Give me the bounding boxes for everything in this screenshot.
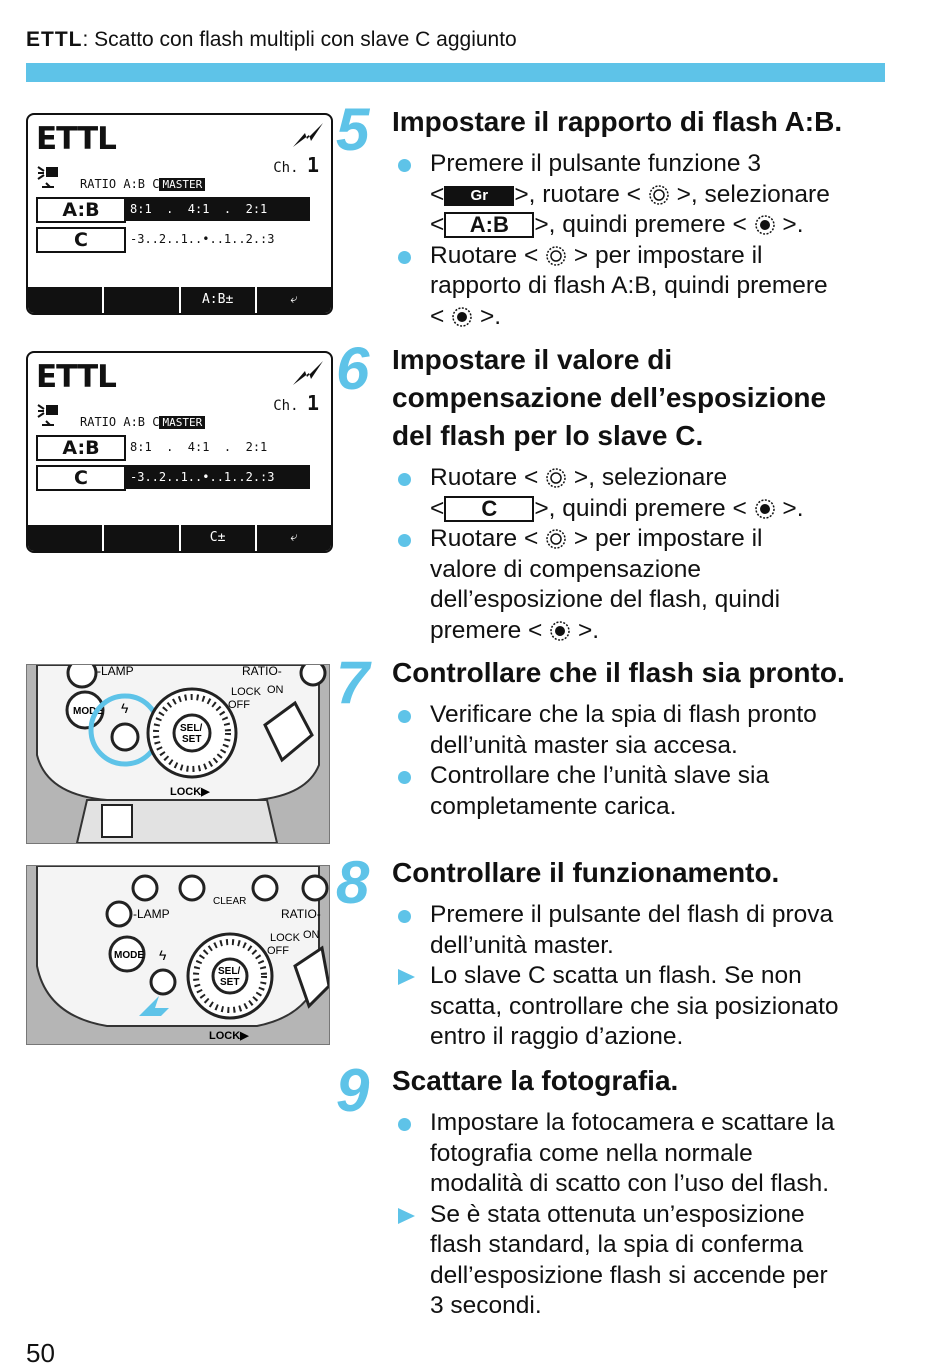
set-button-icon [754, 498, 776, 520]
text: Impostare la fotocamera e scattare la [430, 1109, 835, 1136]
gr-button-glyph: Gr [444, 186, 514, 206]
lcd-c-scale: -3..2..1..•..1..2.:3 [130, 232, 275, 246]
page-number: 50 [26, 1338, 55, 1368]
softkey-1 [28, 287, 104, 313]
text: >, selezionare [573, 464, 728, 491]
step-number: 9 [336, 1057, 370, 1124]
step-5 [392, 103, 902, 332]
flash-symbol: ϟ [121, 700, 129, 716]
text: Premere il pulsante del flash di prova [430, 901, 834, 928]
lamp-label: -LAMP [133, 907, 170, 921]
softkey-2 [104, 287, 180, 313]
lcd-softkeys [28, 287, 331, 313]
step-7 [392, 654, 902, 822]
title-line: compensazione dell’esposizione [392, 382, 827, 413]
bullet-dot [398, 473, 411, 486]
header-mode: ETTL [26, 28, 83, 51]
text: >, ruotare < [514, 180, 641, 208]
text: dell’esposizione flash si accende per [430, 1261, 828, 1289]
lcd-channel [273, 153, 319, 177]
step-number: 6 [336, 335, 370, 402]
text: >. [782, 494, 804, 522]
ratio-label: RATIO- [242, 665, 282, 678]
step-number: 7 [336, 649, 370, 716]
step-title: Scattare la fotografia. [392, 1065, 679, 1096]
ab-box-glyph: A:B [444, 212, 534, 238]
text: >. [479, 302, 502, 330]
bullet-dot [398, 771, 411, 784]
clear-label: CLEAR [213, 896, 247, 907]
bullet-item [392, 761, 902, 822]
lamp-label: -LAMP [97, 665, 134, 678]
set-button-icon [754, 214, 776, 236]
bullet-item [392, 524, 902, 646]
step-title [392, 341, 902, 455]
bullet-item: Ruotare < > per impostare il rapporto di flash A:B, quindi premere < >. [392, 241, 902, 333]
step-title: Controllare il funzionamento. [392, 857, 780, 888]
text: >, quindi premere < [534, 494, 747, 522]
text: flash standard, la spia di conferma [430, 1231, 804, 1258]
result-item [392, 1200, 902, 1322]
text: dell’unità master sia accesa. [430, 731, 738, 759]
text: Ruotare < [430, 241, 539, 269]
lcd-ab-scale: 8:1 . 4:1 . 2:1 [126, 197, 310, 221]
result-arrow-icon [398, 1208, 415, 1224]
sel-label: SEL/ [218, 966, 241, 977]
set-label: SET [220, 977, 240, 988]
bullet-dot [398, 159, 411, 172]
channel-value: 1 [306, 391, 319, 415]
mode-label: MODE [73, 706, 103, 717]
lcd-ratio-line [80, 415, 205, 429]
text: modalità di scatto con l’uso del flash. [430, 1170, 830, 1197]
lock-label: LOCK [270, 932, 300, 944]
text: premere < [430, 616, 543, 644]
softkey-3: C± [181, 525, 257, 551]
dial-icon [545, 467, 567, 489]
step-number: 5 [336, 96, 370, 163]
c-box-glyph: C [444, 496, 534, 522]
master-badge: MASTER [159, 416, 205, 429]
step-8 [392, 854, 902, 1053]
softkey-return: ⤶ [290, 530, 298, 545]
dial-icon [545, 245, 567, 267]
text: Ruotare < [430, 525, 539, 552]
bullet-dot [398, 534, 411, 547]
step-title: Impostare il rapporto di flash A:B. [392, 106, 843, 137]
bullet-dot [398, 710, 411, 723]
text: Se è stata ottenuta un’esposizione [430, 1200, 805, 1228]
lcd-c-box: C [36, 227, 126, 253]
channel-label: Ch. [273, 398, 299, 414]
master-mode-icon [36, 401, 62, 427]
text: >. [577, 616, 600, 644]
lcd-softkeys [28, 525, 331, 551]
bullet-dot [398, 910, 411, 923]
step-title: Controllare che il flash sia pronto. [392, 657, 845, 688]
lock-arrow-label: LOCK▶ [170, 786, 210, 798]
step-number: 8 [336, 849, 370, 916]
title-line: del flash per lo slave C. [392, 420, 704, 451]
text: dell’esposizione del flash, quindi [430, 586, 781, 613]
step-9 [392, 1062, 902, 1322]
channel-value: 1 [306, 153, 319, 177]
wireless-icon [291, 121, 325, 149]
flash-unit-photo-test [26, 865, 330, 1045]
lcd-ettl-label: ETTL [36, 359, 116, 395]
lcd-ratio-line [80, 177, 205, 191]
text: Ruotare < [430, 464, 539, 491]
text: completamente carica. [430, 792, 677, 820]
text: 3 secondi. [430, 1292, 542, 1319]
lcd-screen-ab-ratio [26, 113, 333, 315]
bullet-item [392, 700, 902, 761]
header-title: : Scatto con flash multipli con slave C aggiunto [82, 28, 517, 51]
softkey-3: A:B± [181, 287, 257, 313]
lcd-c-scale: -3..2..1..•..1..2.:3 [126, 465, 310, 489]
lcd-channel [273, 391, 319, 415]
sel-label: SEL/ [180, 723, 203, 734]
softkey-1 [28, 525, 104, 551]
on-label: ON [267, 684, 284, 696]
ratio-label: RATIO A:B C [80, 177, 160, 191]
lcd-ab-box: A:B [36, 435, 126, 461]
result-item [392, 961, 902, 1053]
lcd-c-box: C [36, 465, 126, 491]
bullet-item [392, 900, 902, 961]
text: dell’unità master. [430, 931, 614, 959]
softkey-return: ⤶ [290, 292, 298, 307]
off-label: OFF [267, 945, 289, 957]
set-button-icon [549, 620, 571, 642]
text: entro il raggio d’azione. [430, 1023, 684, 1050]
text: >. [782, 211, 804, 238]
text: > per impostare il [573, 241, 763, 269]
text: >, quindi premere < [534, 211, 747, 238]
mode-label: MODE [114, 950, 144, 961]
text: Premere il pulsante funzione 3 [430, 150, 761, 177]
master-badge: MASTER [159, 178, 205, 191]
bullet-dot [398, 1118, 411, 1131]
on-label: ON [303, 929, 320, 941]
result-arrow-icon [398, 969, 415, 985]
text: Lo slave C scatta un flash. Se non [430, 962, 802, 989]
text: rapporto di flash A:B, quindi premere [430, 272, 828, 299]
bullet-item: Premere il pulsante funzione 3 < Gr >, ruotare < >, selezionare < A:B >, quindi premere < >. [392, 149, 902, 241]
lock-arrow-label: LOCK▶ [209, 1030, 249, 1042]
set-label: SET [182, 734, 202, 745]
lcd-ab-box: A:B [36, 197, 126, 223]
lock-label: LOCK [231, 686, 261, 698]
bullet-item [392, 1108, 902, 1200]
dial-icon [648, 184, 670, 206]
set-button-icon [451, 306, 473, 328]
header-bar [26, 63, 885, 82]
text: scatta, controllare che sia posizionato [430, 992, 839, 1020]
step-6 [392, 341, 902, 646]
flash-symbol: ϟ [159, 947, 167, 963]
master-mode-icon [36, 163, 62, 189]
lcd-ettl-label: ETTL [36, 121, 116, 157]
softkey-2 [104, 525, 180, 551]
text: fotografia come nella normale [430, 1139, 753, 1167]
text: Verificare che la spia di flash pronto [430, 701, 817, 728]
title-line: Impostare il valore di [392, 344, 673, 375]
dial-icon [545, 528, 567, 550]
ratio-label: RATIO A:B C [80, 415, 160, 429]
text: > per impostare il [573, 525, 763, 552]
bullet-item: Ruotare < >, selezionare < C >, quindi premere < >. [392, 463, 902, 524]
text: >, selezionare [676, 180, 830, 208]
text: valore di compensazione [430, 555, 702, 583]
ratio-label: RATIO- [281, 907, 321, 921]
text: Controllare che l’unità slave sia [430, 762, 770, 789]
flash-unit-photo-ready [26, 664, 330, 844]
channel-label: Ch. [273, 160, 299, 176]
lcd-ab-scale: 8:1 . 4:1 . 2:1 [130, 440, 268, 454]
bullet-dot [398, 251, 411, 264]
page-header [26, 28, 517, 52]
off-label: OFF [228, 699, 250, 711]
wireless-icon [291, 359, 325, 387]
lcd-screen-c-compensation [26, 351, 333, 553]
